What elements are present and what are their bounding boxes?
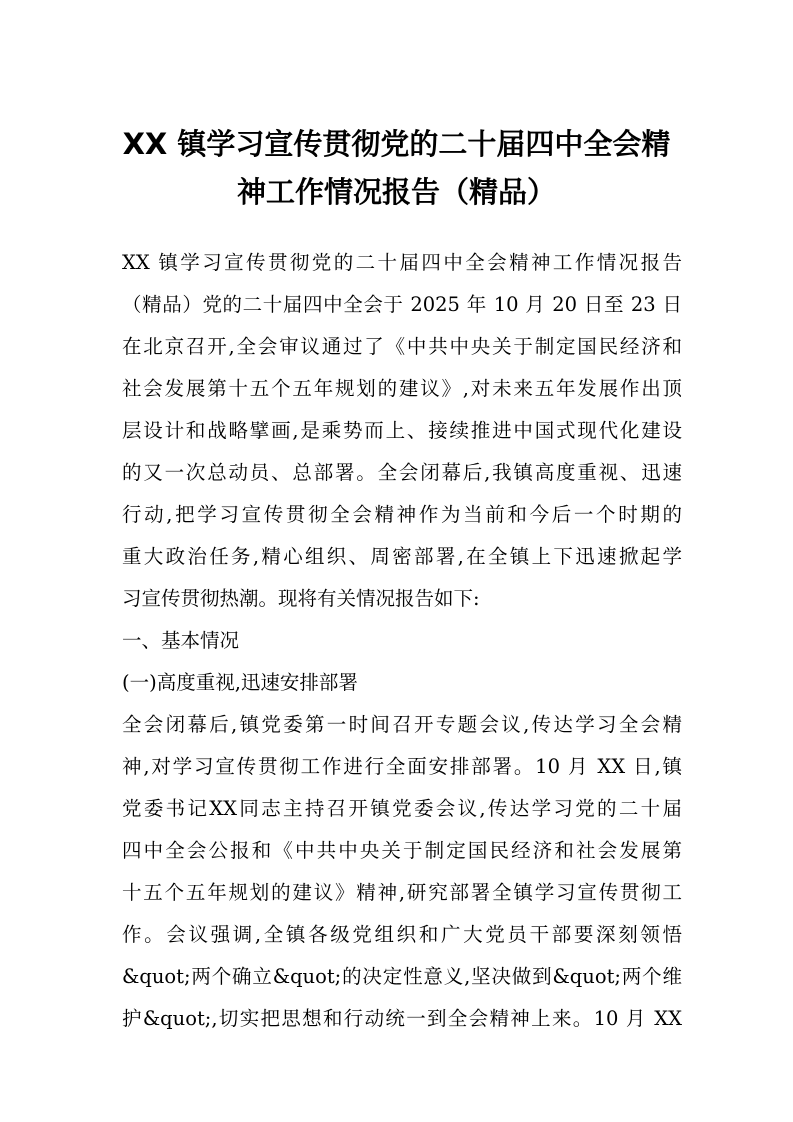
body-line: 层设计和战略擘画,是乘势而上、接续推进中国式现代化建设 xyxy=(122,419,682,442)
body-line: 神,对学习宣传贯彻工作进行全面安排部署。10 月 XX 日,镇 xyxy=(122,755,682,778)
title-line-2: 神工作情况报告（精品） xyxy=(236,175,556,209)
body-line: 在北京召开,全会审议通过了《中共中央关于制定国民经济和 xyxy=(122,335,682,358)
body-line: 社会发展第十五个五年规划的建议》,对未来五年发展作出顶 xyxy=(122,377,682,400)
body-line: &quot;两个确立&quot;的决定性意义,坚决做到&quot;两个维 xyxy=(122,965,682,988)
body-line: 四中全会公报和《中共中央关于制定国民经济和社会发展第 xyxy=(122,839,682,862)
body-line: 十五个五年规划的建议》精神,研究部署全镇学习宣传贯彻工 xyxy=(122,881,682,904)
body-line: 重大政治任务,精心组织、周密部署,在全镇上下迅速掀起学 xyxy=(122,545,682,568)
body-line: 行动,把学习宣传贯彻全会精神作为当前和今后一个时期的 xyxy=(122,503,682,526)
subsection-heading: (一)高度重视,迅速安排部署 xyxy=(122,671,358,694)
body-line: 护&quot;,切实把思想和行动统一到全会精神上来。10 月 XX xyxy=(122,1007,682,1030)
body-line: 习宣传贯彻热潮。现将有关情况报告如下: xyxy=(122,587,480,610)
body-line: XX 镇学习宣传贯彻党的二十届四中全会精神工作情况报告 xyxy=(122,251,682,274)
document-title xyxy=(100,120,693,216)
body-line: （精品）党的二十届四中全会于 2025 年 10 月 20 日至 23 日 xyxy=(122,293,682,316)
body-line: 全会闭幕后,镇党委第一时间召开专题会议,传达学习全会精 xyxy=(122,713,682,736)
title-line-1: XX 镇学习宣传贯彻党的二十届四中全会精 xyxy=(122,127,671,161)
section-heading: 一、基本情况 xyxy=(122,629,240,652)
body-line: 的又一次总动员、总部署。全会闭幕后,我镇高度重视、迅速 xyxy=(122,461,682,484)
body-line: 作。会议强调,全镇各级党组织和广大党员干部要深刻领悟 xyxy=(122,923,682,946)
document-body xyxy=(122,242,682,1040)
body-line: 党委书记XX同志主持召开镇党委会议,传达学习党的二十届 xyxy=(122,797,682,820)
